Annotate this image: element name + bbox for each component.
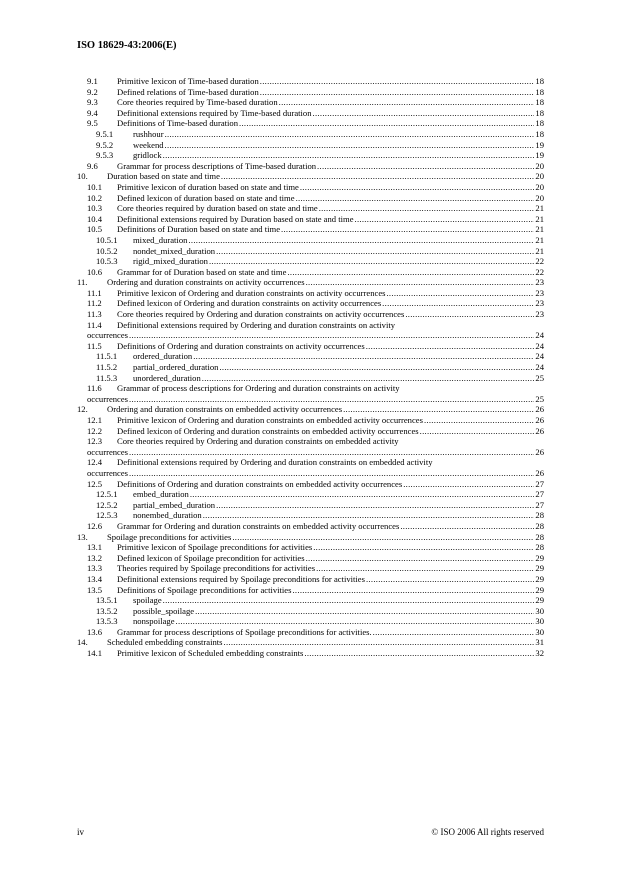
toc-entry-number: 14.1 xyxy=(87,648,103,659)
toc-entry-number: 10.1 xyxy=(87,181,103,192)
toc-dot-leader xyxy=(163,595,535,606)
toc-entry-page: 29 xyxy=(535,573,544,584)
toc-dot-leader xyxy=(176,616,535,627)
toc-dot-leader xyxy=(279,97,535,108)
toc-entry[interactable] xyxy=(77,320,544,341)
toc-entry-title: Core theories required by Ordering and duration constraints on activity occurrences xyxy=(117,309,405,320)
toc-entry-title: possible_spoilage xyxy=(133,605,195,616)
toc-entry-number: 13.5.3 xyxy=(96,616,118,627)
toc-entry[interactable] xyxy=(77,500,544,511)
page-number: iv xyxy=(77,827,85,837)
toc-dot-leader xyxy=(313,108,535,119)
toc-entry-number: 10.6 xyxy=(87,266,103,277)
toc-entry-title: Definitional extensions required by Time-based duration xyxy=(117,107,312,118)
toc-entry-number: 10.5.3 xyxy=(96,256,118,267)
toc-entry-title: Definitions of Time-based duration xyxy=(117,118,239,129)
toc-dot-leader xyxy=(216,246,534,257)
toc-entry[interactable] xyxy=(77,574,544,585)
toc-entry-title: Defined lexicon of Ordering and duration constraints on embedded activity occurrences xyxy=(117,425,419,436)
toc-entry-number: 13.2 xyxy=(87,552,103,563)
toc-dot-leader xyxy=(292,585,534,596)
toc-entry[interactable] xyxy=(77,553,544,564)
toc-entry[interactable] xyxy=(77,118,544,129)
toc-entry[interactable] xyxy=(77,161,544,172)
toc-dot-leader xyxy=(313,542,534,553)
toc-entry[interactable] xyxy=(77,235,544,246)
toc-entry[interactable] xyxy=(77,404,544,415)
toc-entry-page: 28 xyxy=(535,520,544,531)
toc-entry-title: Definitional extensions required by Ordering and duration constraints on activity xyxy=(117,319,396,330)
toc-entry-number: 9.5 xyxy=(87,118,98,129)
toc-entry-title: gridlock xyxy=(133,150,162,161)
toc-entry-number: 9.2 xyxy=(87,86,98,97)
toc-dot-leader xyxy=(129,394,534,405)
toc-entry-title: Grammar of process descriptions for Ordering and duration constraints on activity xyxy=(117,383,400,394)
toc-entry-title: Defined relations of Time-based duration xyxy=(117,86,259,97)
toc-dot-leader xyxy=(129,330,534,341)
toc-entry-title-continuation: occurrences xyxy=(87,467,129,478)
toc-dot-leader xyxy=(195,606,534,617)
toc-entry-number: 12.5.3 xyxy=(96,510,118,521)
toc-entry[interactable] xyxy=(77,341,544,352)
toc-entry[interactable] xyxy=(77,510,544,521)
toc-dot-leader xyxy=(403,479,534,490)
toc-entry-page: 32 xyxy=(535,648,544,659)
toc-entry-page: 29 xyxy=(535,595,544,606)
toc-entry-title-continuation: occurrences xyxy=(87,393,129,404)
toc-entry-title: nondet_mixed_duration xyxy=(133,245,216,256)
toc-entry-page: 27 xyxy=(535,499,544,510)
toc-entry-title: weekend xyxy=(133,139,164,150)
toc-dot-leader xyxy=(239,118,534,129)
toc-dot-leader xyxy=(224,637,535,648)
toc-entry[interactable] xyxy=(77,224,544,235)
toc-entry-number: 12.4 xyxy=(87,457,103,468)
document-header: ISO 18629-43:2006(E) xyxy=(77,40,177,51)
toc-entry-number: 13.4 xyxy=(87,573,103,584)
toc-entry-title: Primitive lexicon of Spoilage preconditions for activities xyxy=(117,542,313,553)
toc-entry-page: 28 xyxy=(535,542,544,553)
toc-entry-page: 26 xyxy=(535,415,544,425)
toc-entry-title: Primitive lexicon of Ordering and duration constraints on activity occurrences xyxy=(117,287,386,298)
toc-entry-page: 30 xyxy=(535,605,544,616)
toc-dot-leader xyxy=(203,510,535,521)
toc-entry-number: 11.5 xyxy=(87,340,102,351)
toc-dot-leader xyxy=(209,256,534,267)
toc-entry[interactable] xyxy=(77,171,544,182)
toc-entry-page: 29 xyxy=(535,563,544,574)
toc-dot-leader xyxy=(165,140,535,151)
toc-entry-title: Ordering and duration constraints on activity occurrences xyxy=(107,277,305,288)
toc-entry[interactable] xyxy=(77,606,544,617)
toc-entry-title: Definitions of Ordering and duration constraints on embedded activity occurrences xyxy=(117,478,403,489)
toc-entry-page: 28 xyxy=(535,531,544,542)
toc-entry-number: 9.4 xyxy=(87,107,98,118)
toc-entry-title: Spoilage preconditions for activities xyxy=(107,531,232,542)
toc-entry-page: 18 xyxy=(535,97,544,108)
toc-entry[interactable] xyxy=(77,373,544,384)
toc-entry-number: 12.6 xyxy=(87,520,103,531)
toc-entry-title: Definitional extensions required by Spoilage preconditions for activities xyxy=(117,573,365,584)
toc-entry[interactable] xyxy=(77,288,544,299)
toc-dot-leader xyxy=(281,224,534,235)
toc-dot-leader xyxy=(382,298,534,309)
toc-entry[interactable] xyxy=(77,479,544,490)
toc-entry[interactable] xyxy=(77,150,544,161)
toc-dot-leader xyxy=(188,235,534,246)
toc-entry[interactable] xyxy=(77,415,544,426)
toc-dot-leader xyxy=(216,500,534,511)
toc-dot-leader xyxy=(129,468,534,479)
toc-entry-title: partial_embed_duration xyxy=(133,499,216,510)
toc-entry-page: 22 xyxy=(535,266,544,277)
toc-entry[interactable] xyxy=(77,383,544,404)
toc-entry-page: 21 xyxy=(535,213,544,224)
toc-entry-page: 23 xyxy=(535,298,544,309)
toc-entry-title: nonspoilage xyxy=(133,616,175,627)
toc-entry-page: 26 xyxy=(535,467,544,478)
toc-entry-number: 11.5.3 xyxy=(96,372,118,383)
toc-dot-leader xyxy=(163,150,535,161)
toc-entry[interactable] xyxy=(77,351,544,362)
toc-entry-number: 9.3 xyxy=(87,97,98,108)
toc-entry[interactable] xyxy=(77,203,544,214)
toc-dot-leader xyxy=(420,426,535,437)
toc-entry-number: 13.5 xyxy=(87,584,103,595)
toc-entry-page: 22 xyxy=(535,256,544,267)
toc-entry-number: 13.6 xyxy=(87,626,103,637)
toc-entry-number: 10.2 xyxy=(87,192,103,203)
toc-entry[interactable] xyxy=(77,129,544,140)
toc-entry-title: Ordering and duration constraints on embedded activity occurrences xyxy=(107,404,343,415)
toc-entry-number: 11.5.2 xyxy=(96,362,118,373)
toc-entry-title: Grammar for Ordering and duration constraints on embedded activity occurrences xyxy=(117,520,400,531)
toc-entry-title: Definitions of Duration based on state and time xyxy=(117,224,281,235)
toc-entry[interactable] xyxy=(77,140,544,151)
toc-entry-title: Grammar for process descriptions of Spoilage preconditions for activities. xyxy=(117,626,372,637)
toc-entry[interactable] xyxy=(77,97,544,108)
toc-entry-page: 21 xyxy=(535,203,544,214)
toc-entry-title: rigid_mixed_duration xyxy=(133,256,208,267)
toc-entry-title: Definitional extensions required by Duration based on state and time xyxy=(117,213,354,224)
toc-entry-page: 20 xyxy=(535,160,544,171)
toc-entry[interactable] xyxy=(77,193,544,204)
toc-entry-page: 18 xyxy=(535,86,544,97)
toc-entry-title-continuation: occurrences xyxy=(87,330,129,341)
toc-entry-page: 31 xyxy=(535,637,544,648)
toc-entry-page: 21 xyxy=(535,224,544,235)
toc-entry[interactable] xyxy=(77,267,544,278)
toc-entry[interactable] xyxy=(77,563,544,574)
toc-entry-title: Primitive lexicon of duration based on state and time xyxy=(117,181,299,192)
toc-entry-number: 11.6 xyxy=(87,383,102,394)
toc-entry-page: 28 xyxy=(535,510,544,521)
toc-entry-title: Definitional extensions required by Ordering and duration constraints on embedded activity xyxy=(117,457,433,468)
toc-entry-page: 20 xyxy=(535,192,544,203)
toc-dot-leader xyxy=(232,532,534,543)
toc-dot-leader xyxy=(355,214,535,225)
toc-dot-leader xyxy=(306,553,535,564)
toc-entry-page: 26 xyxy=(535,404,544,415)
toc-entry-number: 9.1 xyxy=(87,76,98,86)
toc-entry[interactable] xyxy=(77,648,544,659)
toc-entry-title: Definitions of Spoilage preconditions for activities xyxy=(117,584,292,595)
toc-entry[interactable] xyxy=(77,309,544,320)
toc-entry-number: 12.2 xyxy=(87,425,103,436)
toc-entry[interactable] xyxy=(77,436,544,457)
toc-entry[interactable] xyxy=(77,627,544,638)
toc-entry-title: ordered_duration xyxy=(133,351,193,362)
toc-dot-leader xyxy=(296,193,535,204)
toc-dot-leader xyxy=(405,309,534,320)
toc-entry-page: 21 xyxy=(535,245,544,256)
toc-entry[interactable] xyxy=(77,585,544,596)
toc-entry-page: 23 xyxy=(535,287,544,298)
toc-entry-number: 14. xyxy=(77,637,88,648)
toc-entry-title: rushhour xyxy=(133,128,164,139)
toc-entry-page: 30 xyxy=(535,616,544,627)
toc-entry-page: 21 xyxy=(535,234,544,245)
toc-entry-number: 9.5.1 xyxy=(96,128,114,139)
toc-entry-title: nonembed_duration xyxy=(133,510,202,521)
toc-entry-number: 10.4 xyxy=(87,213,103,224)
toc-entry-number: 13. xyxy=(77,531,88,542)
toc-entry-number: 11.5.1 xyxy=(96,351,118,362)
toc-entry-title: Definitions of Ordering and duration constraints on activity occurrences xyxy=(117,340,365,351)
toc-entry-number: 10.5.1 xyxy=(96,234,118,245)
toc-entry-page: 18 xyxy=(535,128,544,139)
toc-entry-number: 12.3 xyxy=(87,436,103,447)
toc-entry-page: 27 xyxy=(535,478,544,489)
table-of-contents xyxy=(77,76,544,659)
toc-entry[interactable] xyxy=(77,521,544,532)
toc-dot-leader xyxy=(400,521,534,532)
toc-dot-leader xyxy=(300,182,535,193)
toc-entry[interactable] xyxy=(77,246,544,257)
toc-dot-leader xyxy=(319,203,535,214)
toc-entry-number: 10.5.2 xyxy=(96,245,118,256)
toc-dot-leader xyxy=(193,351,534,362)
toc-entry-title: Defined lexicon of Spoilage precondition for activities xyxy=(117,552,305,563)
toc-entry[interactable] xyxy=(77,532,544,543)
toc-entry[interactable] xyxy=(77,616,544,627)
toc-entry-page: 29 xyxy=(535,552,544,563)
toc-dot-leader xyxy=(287,267,534,278)
toc-entry[interactable] xyxy=(77,277,544,288)
toc-dot-leader xyxy=(202,373,535,384)
toc-entry[interactable] xyxy=(77,457,544,478)
toc-entry-number: 13.5.1 xyxy=(96,595,118,606)
toc-entry[interactable] xyxy=(77,182,544,193)
toc-entry-page: 23 xyxy=(535,309,544,320)
toc-entry[interactable] xyxy=(77,542,544,553)
toc-dot-leader xyxy=(373,627,535,638)
toc-entry-title: Defined lexicon of Ordering and duration constraints on activity occurrences xyxy=(117,298,382,309)
toc-dot-leader xyxy=(260,76,535,87)
toc-entry-number: 12.5.2 xyxy=(96,499,118,510)
toc-dot-leader xyxy=(190,489,535,500)
toc-entry[interactable] xyxy=(77,76,544,87)
toc-entry-number: 12. xyxy=(77,404,88,415)
toc-entry-title: Core theories required by duration based on state and time xyxy=(117,203,318,214)
toc-dot-leader xyxy=(386,288,534,299)
toc-entry-number: 11.1 xyxy=(87,287,102,298)
toc-entry-title: mixed_duration xyxy=(133,234,188,245)
toc-entry-page: 24 xyxy=(535,351,544,362)
toc-entry[interactable] xyxy=(77,256,544,267)
toc-entry-number: 9.6 xyxy=(87,160,98,171)
toc-dot-leader xyxy=(165,129,535,140)
toc-entry-page: 18 xyxy=(535,118,544,129)
toc-entry-number: 11.3 xyxy=(87,309,102,320)
toc-entry-page: 27 xyxy=(535,489,544,500)
toc-entry-title: Grammar for process descriptions of Time-based duration xyxy=(117,160,317,171)
toc-dot-leader xyxy=(316,563,534,574)
toc-entry-title: Theories required by Spoilage preconditions for activities xyxy=(117,563,316,574)
toc-entry[interactable] xyxy=(77,108,544,119)
toc-entry-number: 12.5 xyxy=(87,478,103,489)
toc-entry-title: Core theories required by Time-based duration xyxy=(117,97,278,108)
toc-entry-title: Duration based on state and time xyxy=(107,171,220,182)
toc-entry-number: 11.4 xyxy=(87,319,102,330)
toc-entry[interactable] xyxy=(77,298,544,309)
toc-entry-title: Primitive lexicon of Ordering and duration constraints on embedded activity occurrences xyxy=(117,415,423,425)
toc-entry-number: 12.1 xyxy=(87,415,103,425)
toc-entry-page: 26 xyxy=(535,425,544,436)
toc-entry-title: Core theories required by Ordering and duration constraints on embedded activity xyxy=(117,436,399,447)
toc-entry-title: Primitive lexicon of Time-based duration xyxy=(117,76,259,86)
toc-entry-title: Defined lexicon of duration based on state and time xyxy=(117,192,295,203)
toc-dot-leader xyxy=(366,341,535,352)
toc-entry-page: 29 xyxy=(535,584,544,595)
toc-entry-number: 10. xyxy=(77,171,88,182)
toc-entry-title: unordered_duration xyxy=(133,372,201,383)
toc-entry-number: 10.5 xyxy=(87,224,103,235)
toc-entry-number: 13.1 xyxy=(87,542,103,553)
toc-entry-number: 11.2 xyxy=(87,298,102,309)
toc-entry-page: 24 xyxy=(535,340,544,351)
toc-dot-leader xyxy=(424,415,534,426)
toc-entry-title: Scheduled embedding constraints xyxy=(107,637,223,648)
toc-dot-leader xyxy=(221,171,535,182)
toc-entry[interactable] xyxy=(77,595,544,606)
toc-entry-page: 24 xyxy=(535,362,544,373)
toc-entry-number: 13.3 xyxy=(87,563,103,574)
toc-dot-leader xyxy=(260,87,535,98)
toc-entry-number: 9.5.2 xyxy=(96,139,114,150)
toc-entry[interactable] xyxy=(77,489,544,500)
toc-entry[interactable] xyxy=(77,362,544,373)
toc-entry[interactable] xyxy=(77,214,544,225)
toc-dot-leader xyxy=(219,362,534,373)
toc-entry-number: 12.5.1 xyxy=(96,489,118,500)
toc-entry-number: 13.5.2 xyxy=(96,605,118,616)
toc-entry-page: 25 xyxy=(535,372,544,383)
toc-dot-leader xyxy=(317,161,534,172)
toc-entry-title: Primitive lexicon of Scheduled embedding constraints xyxy=(117,648,304,659)
toc-entry-page: 19 xyxy=(535,150,544,161)
toc-dot-leader xyxy=(366,574,534,585)
toc-entry-title: spoilage xyxy=(133,595,162,606)
toc-entry[interactable] xyxy=(77,87,544,98)
toc-entry[interactable] xyxy=(77,426,544,437)
toc-entry-page: 23 xyxy=(535,277,544,288)
toc-entry-page: 24 xyxy=(535,330,544,341)
toc-entry-page: 19 xyxy=(535,139,544,150)
toc-entry-page: 20 xyxy=(535,181,544,192)
toc-entry-title: Grammar for of Duration based on state and time xyxy=(117,266,287,277)
toc-entry-title-continuation: occurrences xyxy=(87,446,129,457)
toc-entry-number: 9.5.3 xyxy=(96,150,114,161)
toc-entry[interactable] xyxy=(77,637,544,648)
toc-entry-page: 30 xyxy=(535,626,544,637)
toc-dot-leader xyxy=(306,277,535,288)
toc-dot-leader xyxy=(304,648,534,659)
toc-entry-page: 25 xyxy=(535,393,544,404)
toc-dot-leader xyxy=(129,447,534,458)
toc-entry-number: 10.3 xyxy=(87,203,103,214)
toc-entry-page: 18 xyxy=(535,76,544,86)
copyright-notice: © ISO 2006 All rights reserved xyxy=(431,827,544,837)
toc-entry-title: partial_ordered_duration xyxy=(133,362,219,373)
toc-dot-leader xyxy=(343,404,534,415)
toc-entry-number: 11. xyxy=(77,277,88,288)
toc-entry-page: 18 xyxy=(535,107,544,118)
toc-entry-title: embed_duration xyxy=(133,489,189,500)
toc-entry-page: 26 xyxy=(535,446,544,457)
toc-entry-page: 20 xyxy=(535,171,544,182)
